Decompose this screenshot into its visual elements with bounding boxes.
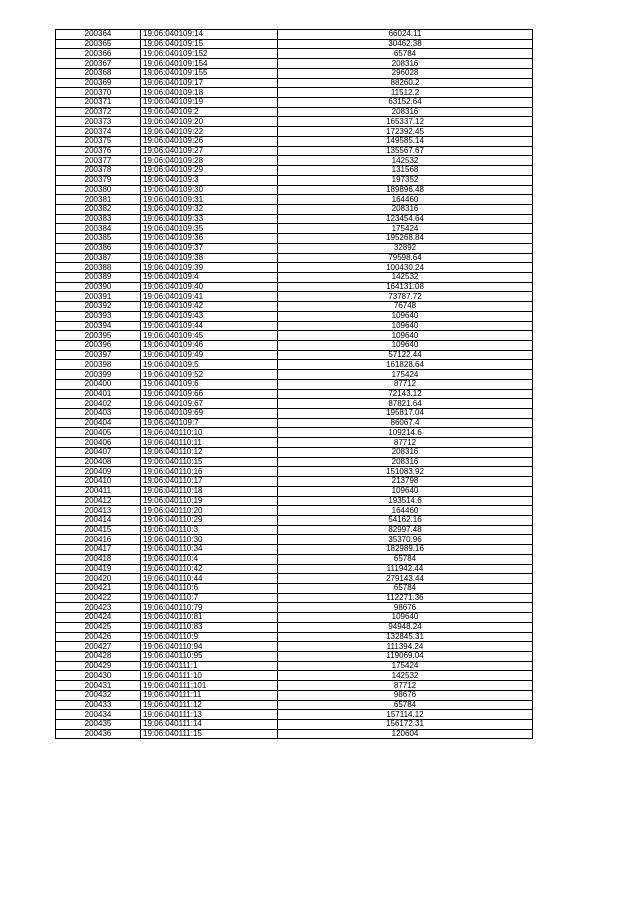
cadastral-number-cell: 19:06:040109:39 — [141, 263, 278, 273]
cadastral-number-cell: 19:06:040109:45 — [141, 331, 278, 341]
cadastral-number-cell: 19:06:040111:101 — [141, 681, 278, 691]
table-body — [56, 30, 533, 739]
cadastral-number-cell: 19:06:040109:35 — [141, 224, 278, 234]
table-row — [56, 321, 533, 331]
row-number-cell: 200429 — [56, 661, 141, 671]
cadastral-number-cell: 19:06:040109:20 — [141, 117, 278, 127]
cadastral-number-cell: 19:06:040109:3 — [141, 175, 278, 185]
row-number-cell: 200376 — [56, 146, 141, 156]
cadastral-number-cell: 19:06:040109:66 — [141, 389, 278, 399]
row-number-cell: 200419 — [56, 564, 141, 574]
value-cell: 35370.96 — [278, 535, 533, 545]
row-number-cell: 200423 — [56, 603, 141, 613]
row-number-cell: 200375 — [56, 136, 141, 146]
cadastral-number-cell: 19:06:040109:14 — [141, 30, 278, 40]
table-row — [56, 272, 533, 282]
value-cell: 111394.24 — [278, 642, 533, 652]
value-cell: 197352 — [278, 175, 533, 185]
cadastral-number-cell: 19:06:040109:22 — [141, 127, 278, 137]
value-cell: 57122.44 — [278, 350, 533, 360]
value-cell: 142532 — [278, 671, 533, 681]
cadastral-number-cell: 19:06:040109:31 — [141, 195, 278, 205]
cadastral-number-cell: 19:06:040109:32 — [141, 204, 278, 214]
cadastral-number-cell: 19:06:040110:17 — [141, 477, 278, 487]
row-number-cell: 200404 — [56, 418, 141, 428]
table-row — [56, 30, 533, 40]
value-cell: 76748 — [278, 302, 533, 312]
row-number-cell: 200422 — [56, 593, 141, 603]
value-cell: 175424 — [278, 224, 533, 234]
value-cell: 208316 — [278, 204, 533, 214]
value-cell: 109640 — [278, 321, 533, 331]
cadastral-number-cell: 19:06:040110:79 — [141, 603, 278, 613]
table-row — [56, 700, 533, 710]
cadastral-number-cell: 19:06:040111:13 — [141, 710, 278, 720]
table-row — [56, 253, 533, 263]
cadastral-number-cell: 19:06:040110:44 — [141, 574, 278, 584]
row-number-cell: 200414 — [56, 515, 141, 525]
cadastral-number-cell: 19:06:040109:33 — [141, 214, 278, 224]
table-row — [56, 515, 533, 525]
value-cell: 279143.44 — [278, 574, 533, 584]
value-cell: 175424 — [278, 661, 533, 671]
value-cell: 65784 — [278, 554, 533, 564]
cadastral-number-cell: 19:06:040109:37 — [141, 243, 278, 253]
table-row — [56, 409, 533, 419]
table-row — [56, 331, 533, 341]
value-cell: 213798 — [278, 477, 533, 487]
table-row — [56, 525, 533, 535]
value-cell: 151083.92 — [278, 467, 533, 477]
cadastral-number-cell: 19:06:040110:3 — [141, 525, 278, 535]
value-cell: 161828.64 — [278, 360, 533, 370]
cadastral-number-cell: 19:06:040110:19 — [141, 496, 278, 506]
value-cell: 109640 — [278, 613, 533, 623]
value-cell: 296028 — [278, 68, 533, 78]
row-number-cell: 200407 — [56, 447, 141, 457]
value-cell: 157114.12 — [278, 710, 533, 720]
value-cell: 208316 — [278, 447, 533, 457]
table-row — [56, 418, 533, 428]
cadastral-number-cell: 19:06:040109:69 — [141, 409, 278, 419]
value-cell: 32892 — [278, 243, 533, 253]
cadastral-number-cell: 19:06:040109:26 — [141, 136, 278, 146]
row-number-cell: 200431 — [56, 681, 141, 691]
row-number-cell: 200426 — [56, 632, 141, 642]
value-cell: 142532 — [278, 156, 533, 166]
value-cell: 195817.04 — [278, 409, 533, 419]
value-cell: 172392.45 — [278, 127, 533, 137]
table-row — [56, 234, 533, 244]
value-cell: 88260.2 — [278, 78, 533, 88]
cadastral-number-cell: 19:06:040110:10 — [141, 428, 278, 438]
row-number-cell: 200425 — [56, 622, 141, 632]
table-row — [56, 68, 533, 78]
value-cell: 164460 — [278, 195, 533, 205]
cadastral-number-cell: 19:06:040109:29 — [141, 166, 278, 176]
table-row — [56, 185, 533, 195]
value-cell: 109640 — [278, 331, 533, 341]
cadastral-number-cell: 19:06:040110:94 — [141, 642, 278, 652]
row-number-cell: 200374 — [56, 127, 141, 137]
cadastral-number-cell: 19:06:040110:20 — [141, 506, 278, 516]
table-row — [56, 399, 533, 409]
cadastral-number-cell: 19:06:040109:44 — [141, 321, 278, 331]
table-row — [56, 311, 533, 321]
table-row — [56, 583, 533, 593]
table-row — [56, 302, 533, 312]
table-row — [56, 78, 533, 88]
row-number-cell: 200410 — [56, 477, 141, 487]
value-cell: 86067.4 — [278, 418, 533, 428]
cadastral-number-cell: 19:06:040109:154 — [141, 59, 278, 69]
value-cell: 182989.16 — [278, 545, 533, 555]
cadastral-number-cell: 19:06:040109:40 — [141, 282, 278, 292]
table-row — [56, 282, 533, 292]
row-number-cell: 200411 — [56, 486, 141, 496]
table-row — [56, 389, 533, 399]
value-cell: 193514.6 — [278, 496, 533, 506]
row-number-cell: 200428 — [56, 652, 141, 662]
value-cell: 54162.16 — [278, 515, 533, 525]
value-cell: 189896.48 — [278, 185, 533, 195]
value-cell: 65784 — [278, 49, 533, 59]
cadastral-number-cell: 19:06:040109:4 — [141, 272, 278, 282]
value-cell: 112271.36 — [278, 593, 533, 603]
value-cell: 156172.31 — [278, 720, 533, 730]
cadastral-number-cell: 19:06:040110:18 — [141, 486, 278, 496]
table-row — [56, 146, 533, 156]
value-cell: 165337.12 — [278, 117, 533, 127]
table-row — [56, 457, 533, 467]
row-number-cell: 200424 — [56, 613, 141, 623]
row-number-cell: 200372 — [56, 107, 141, 117]
cadastral-number-cell: 19:06:040110:34 — [141, 545, 278, 555]
row-number-cell: 200415 — [56, 525, 141, 535]
cadastral-number-cell: 19:06:040109:52 — [141, 370, 278, 380]
cadastral-number-cell: 19:06:040110:95 — [141, 652, 278, 662]
table-row — [56, 438, 533, 448]
cadastral-number-cell: 19:06:040110:83 — [141, 622, 278, 632]
row-number-cell: 200398 — [56, 360, 141, 370]
table-row — [56, 350, 533, 360]
cadastral-number-cell: 19:06:040109:67 — [141, 399, 278, 409]
value-cell: 164460 — [278, 506, 533, 516]
row-number-cell: 200367 — [56, 59, 141, 69]
cadastral-number-cell: 19:06:040109:28 — [141, 156, 278, 166]
cadastral-number-cell: 19:06:040110:9 — [141, 632, 278, 642]
table-row — [56, 195, 533, 205]
row-number-cell: 200402 — [56, 399, 141, 409]
value-cell: 73787.72 — [278, 292, 533, 302]
row-number-cell: 200364 — [56, 30, 141, 40]
row-number-cell: 200389 — [56, 272, 141, 282]
row-number-cell: 200394 — [56, 321, 141, 331]
table-row — [56, 467, 533, 477]
row-number-cell: 200427 — [56, 642, 141, 652]
value-cell: 111942.44 — [278, 564, 533, 574]
row-number-cell: 200401 — [56, 389, 141, 399]
table-row — [56, 652, 533, 662]
cadastral-number-cell: 19:06:040109:18 — [141, 88, 278, 98]
value-cell: 87821.64 — [278, 399, 533, 409]
cadastral-number-cell: 19:06:040111:14 — [141, 720, 278, 730]
row-number-cell: 200377 — [56, 156, 141, 166]
value-cell: 87712 — [278, 379, 533, 389]
row-number-cell: 200396 — [56, 341, 141, 351]
table-row — [56, 107, 533, 117]
cadastral-number-cell: 19:06:040109:15 — [141, 39, 278, 49]
table-row — [56, 370, 533, 380]
table-row — [56, 88, 533, 98]
cadastral-number-cell: 19:06:040109:36 — [141, 234, 278, 244]
cadastral-number-cell: 19:06:040111:1 — [141, 661, 278, 671]
table-row — [56, 710, 533, 720]
row-number-cell: 200393 — [56, 311, 141, 321]
table-row — [56, 496, 533, 506]
table-row — [56, 642, 533, 652]
cadastral-value-table — [55, 29, 533, 739]
table-row — [56, 360, 533, 370]
value-cell: 11512.2 — [278, 88, 533, 98]
value-cell: 30462.38 — [278, 39, 533, 49]
value-cell: 195268.84 — [278, 234, 533, 244]
value-cell: 135567.67 — [278, 146, 533, 156]
table-row — [56, 506, 533, 516]
value-cell: 63152.64 — [278, 98, 533, 108]
row-number-cell: 200397 — [56, 350, 141, 360]
cadastral-number-cell: 19:06:040110:29 — [141, 515, 278, 525]
value-cell: 87712 — [278, 681, 533, 691]
value-cell: 109640 — [278, 341, 533, 351]
table-row — [56, 535, 533, 545]
cadastral-number-cell: 19:06:040110:12 — [141, 447, 278, 457]
row-number-cell: 200436 — [56, 729, 141, 739]
row-number-cell: 200406 — [56, 438, 141, 448]
table-row — [56, 204, 533, 214]
table-row — [56, 681, 533, 691]
value-cell: 66024.11 — [278, 30, 533, 40]
cadastral-number-cell: 19:06:040111:12 — [141, 700, 278, 710]
value-cell: 87712 — [278, 438, 533, 448]
table-row — [56, 720, 533, 730]
row-number-cell: 200365 — [56, 39, 141, 49]
value-cell: 109214.6 — [278, 428, 533, 438]
row-number-cell: 200370 — [56, 88, 141, 98]
table-row — [56, 175, 533, 185]
table-row — [56, 39, 533, 49]
row-number-cell: 200421 — [56, 583, 141, 593]
row-number-cell: 200416 — [56, 535, 141, 545]
value-cell: 149585.14 — [278, 136, 533, 146]
table-row — [56, 447, 533, 457]
row-number-cell: 200386 — [56, 243, 141, 253]
value-cell: 109640 — [278, 311, 533, 321]
value-cell: 208316 — [278, 59, 533, 69]
row-number-cell: 200433 — [56, 700, 141, 710]
table-row — [56, 632, 533, 642]
row-number-cell: 200387 — [56, 253, 141, 263]
cadastral-number-cell: 19:06:040109:43 — [141, 311, 278, 321]
row-number-cell: 200390 — [56, 282, 141, 292]
table-row — [56, 622, 533, 632]
cadastral-number-cell: 19:06:040110:11 — [141, 438, 278, 448]
value-cell: 109640 — [278, 486, 533, 496]
table-row — [56, 690, 533, 700]
row-number-cell: 200403 — [56, 409, 141, 419]
row-number-cell: 200420 — [56, 574, 141, 584]
value-cell: 98676 — [278, 690, 533, 700]
row-number-cell: 200391 — [56, 292, 141, 302]
row-number-cell: 200413 — [56, 506, 141, 516]
row-number-cell: 200395 — [56, 331, 141, 341]
cadastral-number-cell: 19:06:040109:152 — [141, 49, 278, 59]
table-row — [56, 341, 533, 351]
row-number-cell: 200400 — [56, 379, 141, 389]
table-row — [56, 428, 533, 438]
row-number-cell: 200432 — [56, 690, 141, 700]
row-number-cell: 200368 — [56, 68, 141, 78]
cadastral-number-cell: 19:06:040110:30 — [141, 535, 278, 545]
row-number-cell: 200373 — [56, 117, 141, 127]
cadastral-number-cell: 19:06:040109:5 — [141, 360, 278, 370]
value-cell: 164131.08 — [278, 282, 533, 292]
value-cell: 142532 — [278, 272, 533, 282]
row-number-cell: 200388 — [56, 263, 141, 273]
cadastral-number-cell: 19:06:040109:17 — [141, 78, 278, 88]
value-cell: 65784 — [278, 583, 533, 593]
row-number-cell: 200383 — [56, 214, 141, 224]
cadastral-number-cell: 19:06:040111:11 — [141, 690, 278, 700]
row-number-cell: 200430 — [56, 671, 141, 681]
table-row — [56, 661, 533, 671]
table-row — [56, 59, 533, 69]
value-cell: 208316 — [278, 107, 533, 117]
row-number-cell: 200379 — [56, 175, 141, 185]
table-row — [56, 156, 533, 166]
value-cell: 132845.31 — [278, 632, 533, 642]
row-number-cell: 200408 — [56, 457, 141, 467]
value-cell: 72143.12 — [278, 389, 533, 399]
value-cell: 123454.64 — [278, 214, 533, 224]
cadastral-number-cell: 19:06:040109:6 — [141, 379, 278, 389]
cadastral-number-cell: 19:06:040109:49 — [141, 350, 278, 360]
row-number-cell: 200371 — [56, 98, 141, 108]
row-number-cell: 200384 — [56, 224, 141, 234]
table-row — [56, 554, 533, 564]
value-cell: 131568 — [278, 166, 533, 176]
table-row — [56, 127, 533, 137]
cadastral-number-cell: 19:06:040111:15 — [141, 729, 278, 739]
table-row — [56, 486, 533, 496]
cadastral-number-cell: 19:06:040109:7 — [141, 418, 278, 428]
row-number-cell: 200418 — [56, 554, 141, 564]
table-row — [56, 603, 533, 613]
value-cell: 79598.64 — [278, 253, 533, 263]
row-number-cell: 200405 — [56, 428, 141, 438]
row-number-cell: 200399 — [56, 370, 141, 380]
table-row — [56, 243, 533, 253]
table-row — [56, 729, 533, 739]
row-number-cell: 200369 — [56, 78, 141, 88]
table-row — [56, 292, 533, 302]
row-number-cell: 200417 — [56, 545, 141, 555]
row-number-cell: 200380 — [56, 185, 141, 195]
row-number-cell: 200434 — [56, 710, 141, 720]
value-cell: 94948.24 — [278, 622, 533, 632]
cadastral-number-cell: 19:06:040110:16 — [141, 467, 278, 477]
table-row — [56, 214, 533, 224]
table-row — [56, 574, 533, 584]
value-cell: 100430.24 — [278, 263, 533, 273]
cadastral-number-cell: 19:06:040109:38 — [141, 253, 278, 263]
table-row — [56, 613, 533, 623]
cadastral-number-cell: 19:06:040109:41 — [141, 292, 278, 302]
row-number-cell: 200409 — [56, 467, 141, 477]
value-cell: 208316 — [278, 457, 533, 467]
table-row — [56, 671, 533, 681]
cadastral-number-cell: 19:06:040110:6 — [141, 583, 278, 593]
table-row — [56, 477, 533, 487]
value-cell: 65784 — [278, 700, 533, 710]
cadastral-number-cell: 19:06:040110:42 — [141, 564, 278, 574]
cadastral-number-cell: 19:06:040109:46 — [141, 341, 278, 351]
row-number-cell: 200385 — [56, 234, 141, 244]
table-row — [56, 263, 533, 273]
table-row — [56, 593, 533, 603]
cadastral-number-cell: 19:06:040111:10 — [141, 671, 278, 681]
row-number-cell: 200366 — [56, 49, 141, 59]
table-row — [56, 136, 533, 146]
table-row — [56, 564, 533, 574]
cadastral-number-cell: 19:06:040110:4 — [141, 554, 278, 564]
value-cell: 175424 — [278, 370, 533, 380]
table-row — [56, 98, 533, 108]
table-row — [56, 49, 533, 59]
row-number-cell: 200381 — [56, 195, 141, 205]
value-cell: 119069.04 — [278, 652, 533, 662]
table-row — [56, 545, 533, 555]
value-cell: 120604 — [278, 729, 533, 739]
cadastral-number-cell: 19:06:040109:27 — [141, 146, 278, 156]
cadastral-number-cell: 19:06:040109:19 — [141, 98, 278, 108]
row-number-cell: 200392 — [56, 302, 141, 312]
table-row — [56, 379, 533, 389]
cadastral-number-cell: 19:06:040109:30 — [141, 185, 278, 195]
table-row — [56, 166, 533, 176]
cadastral-number-cell: 19:06:040109:155 — [141, 68, 278, 78]
row-number-cell: 200382 — [56, 204, 141, 214]
cadastral-number-cell: 19:06:040109:2 — [141, 107, 278, 117]
table-row — [56, 117, 533, 127]
cadastral-number-cell: 19:06:040110:81 — [141, 613, 278, 623]
cadastral-number-cell: 19:06:040110:7 — [141, 593, 278, 603]
cadastral-number-cell: 19:06:040109:42 — [141, 302, 278, 312]
cadastral-number-cell: 19:06:040110:15 — [141, 457, 278, 467]
value-cell: 98676 — [278, 603, 533, 613]
row-number-cell: 200435 — [56, 720, 141, 730]
row-number-cell: 200378 — [56, 166, 141, 176]
value-cell: 82997.48 — [278, 525, 533, 535]
table-row — [56, 224, 533, 234]
row-number-cell: 200412 — [56, 496, 141, 506]
